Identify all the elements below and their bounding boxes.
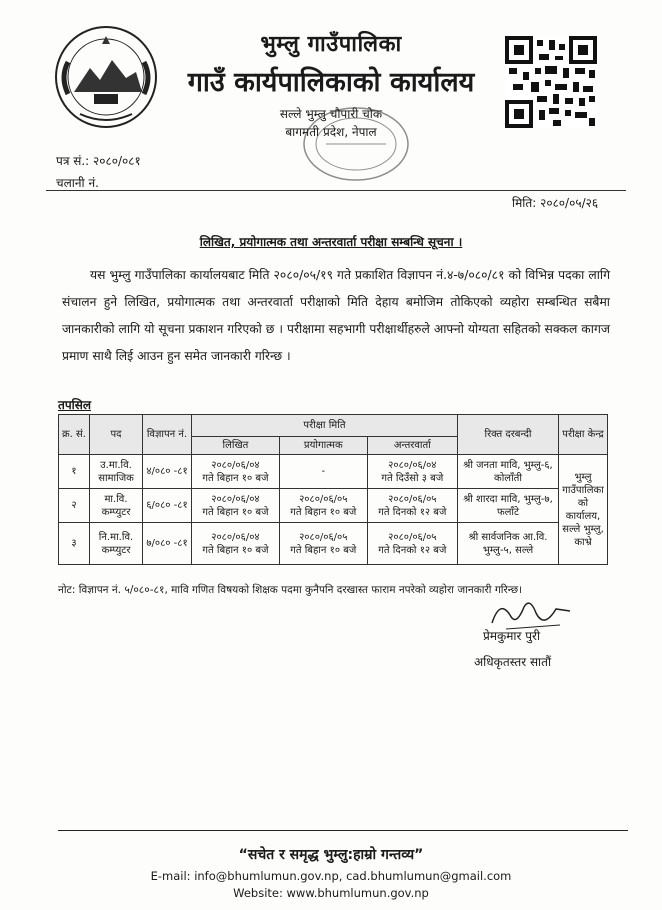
cell-post: नि.मा.वि. कम्प्युटर	[90, 523, 143, 565]
municipality-name: भुम्लु गाउँपालिका	[260, 32, 402, 57]
office-name: गाउँ कार्यपालिकाको कार्यालय	[187, 67, 475, 98]
interview-date: २०८०/०६/०५	[388, 493, 437, 505]
written-time: गते बिहान १० बजे	[202, 472, 269, 484]
address-line-2: बागमती प्रदेश, नेपाल	[285, 125, 377, 139]
written-time: गते बिहान १० बजे	[202, 544, 269, 556]
interview-time: गते दिनको १२ बजे	[378, 506, 447, 518]
header-divider	[46, 190, 626, 191]
col-header-interview: अन्तरवार्ता	[367, 437, 457, 455]
col-header-post: पद	[90, 415, 143, 455]
practical-date: २०८०/०६/०५	[299, 493, 348, 505]
body-paragraph: यस भुम्लु गाउँपालिका कार्यालयबाट मिति २०८०/०५/१९ गते प्रकाशित विज्ञापन नं.४-७/०८०/८१ को विभिन्न पदका लागि संचालन हुने लिखित, प्रयोगात्मक तथा अन्तरवार्ता परीक्षाको मिति देहाय बमोजिम तोकिएको व्यहोरा सम्बन्धित सबैमा जानकारीको लागि यो सूचना प्रकाशन गरिएको छ । परीक्षामा सहभागी परीक्षार्थीहरुले आफ्नो योग्यता सहितको सक्कल कागज प्रमाण साथै लिई आउन हुन समेत जानकारी गरिन्छ ।	[62, 268, 610, 363]
cell-written	[192, 523, 280, 565]
practical-date: -	[321, 466, 326, 477]
col-header-exam-date: परीक्षा मिति	[192, 415, 458, 437]
cell-school: श्री शारदा मावि, भुम्लु-७, फलाँटे	[458, 489, 559, 523]
reference-number: पत्र सं.: २०८०/०८१	[56, 154, 141, 168]
interview-date: २०८०/०६/०४	[388, 459, 437, 471]
address-line-1: सल्ले भुम्लु चौपारी चोक	[279, 107, 383, 121]
written-date: २०८०/०६/०४	[211, 459, 260, 471]
table-row	[59, 523, 608, 565]
cell-adv: ७/०८० -८१	[143, 523, 192, 565]
footer-divider	[58, 830, 628, 831]
cell-written	[192, 489, 280, 523]
cell-sn: ३	[59, 523, 90, 565]
notice-body	[62, 262, 610, 370]
cell-written	[192, 455, 280, 489]
table-row	[59, 455, 608, 489]
dispatch-number: चलानी नं.	[56, 176, 99, 190]
interview-time: गते दिनको १२ बजे	[378, 544, 447, 556]
cell-school: श्री जनता मावि, भुम्लु-६, कोलाँती	[458, 455, 559, 489]
cell-practical	[279, 489, 367, 523]
signatory-position: अधिकृतस्तर सातौं	[474, 655, 552, 669]
footer-email: E-mail: info@bhumlumun.gov.np, cad.bhumlumun@gmail.com	[150, 869, 512, 883]
written-time: गते बिहान १० बजे	[202, 506, 269, 518]
table-row	[59, 489, 608, 523]
cell-practical	[279, 523, 367, 565]
letter-date: मिति: २०८०/०५/२६	[512, 196, 599, 210]
cell-school: श्री सार्वजनिक आ.वि. भुम्लु-५, सल्ले	[458, 523, 559, 565]
cell-exam-center: भुम्लु गाउँपालिका को कार्यालय, सल्ले भुम्लु, काभ्रे	[559, 455, 608, 565]
practical-time: गते बिहान १० बजे	[290, 544, 357, 556]
cell-interview	[367, 523, 457, 565]
subject-text: लिखित, प्रयोगात्मक तथा अन्तरवार्ता परीक्षा सम्बन्धि सूचना ।	[199, 235, 463, 249]
interview-time: गते दिउँसो ३ बजे	[381, 472, 444, 484]
col-header-center: परीक्षा केन्द्र	[559, 415, 608, 455]
col-header-adv: विज्ञापन नं.	[143, 415, 192, 455]
cell-post: मा.वि. कम्प्युटर	[90, 489, 143, 523]
cell-practical	[279, 455, 367, 489]
footer-website: Website: www.bhumlumun.gov.np	[233, 886, 429, 900]
notice-subject	[0, 233, 662, 250]
cell-interview	[367, 489, 457, 523]
practical-date: २०८०/०६/०५	[299, 531, 348, 543]
footer-slogan: “सचेत र समृद्ध भुम्लु:हाम्रो गन्तव्य”	[238, 847, 424, 863]
cell-adv: ४/०८० -८१	[143, 455, 192, 489]
col-header-written: लिखित	[192, 437, 280, 455]
written-date: २०८०/०६/०४	[211, 493, 260, 505]
signatory-name: प्रेमकुमार पुरी	[483, 629, 541, 643]
exam-schedule-table	[58, 414, 608, 565]
written-date: २०८०/०६/०४	[211, 531, 260, 543]
note-text: नोट: विज्ञापन नं. ५/०८०-८१, मावि गणित विषयको शिक्षक पदमा कुनैपनि दरखास्त फाराम नपरेको व्यहोरा जानकारी गरिन्छ।	[58, 584, 523, 596]
cell-sn: १	[59, 455, 90, 489]
practical-time: गते बिहान १० बजे	[290, 506, 357, 518]
office-stamp	[300, 104, 412, 184]
col-header-sn: क्र. सं.	[59, 415, 90, 455]
cell-post: उ.मा.वि. सामाजिक	[90, 455, 143, 489]
schedule-label: तपसिल	[58, 398, 92, 412]
cell-adv: ६/०८० -८१	[143, 489, 192, 523]
col-header-school: रिक्त दरबन्दी	[458, 415, 559, 455]
cell-sn: २	[59, 489, 90, 523]
cell-interview	[367, 455, 457, 489]
interview-date: २०८०/०६/०५	[388, 531, 437, 543]
col-header-practical: प्रयोगात्मक	[279, 437, 367, 455]
